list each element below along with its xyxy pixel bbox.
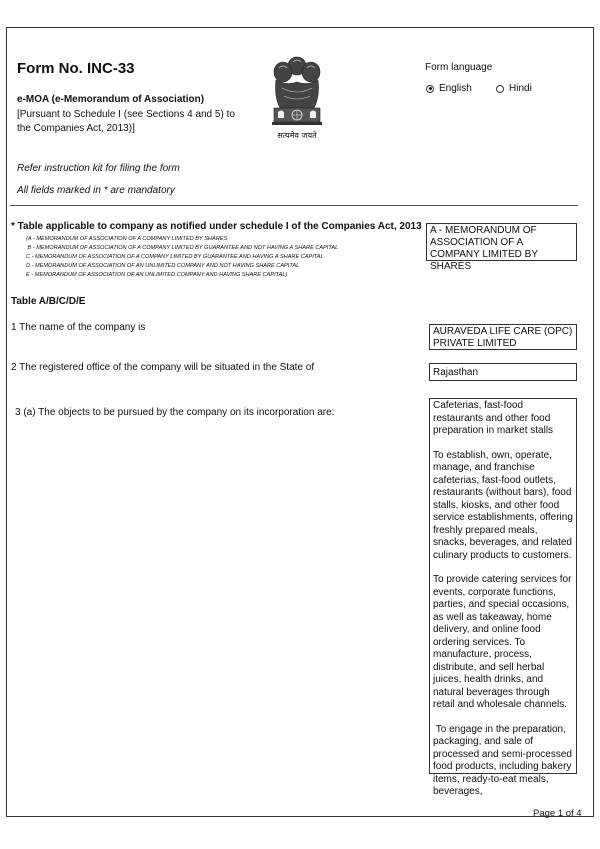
form-title: e-MOA (e-Memorandum of Association) — [17, 94, 205, 105]
page-number: Page 1 of 4 — [533, 808, 582, 819]
objects-paragraph: Cafeterias, fast-food restaurants and other food preparation in market stalls — [433, 400, 554, 436]
objects-paragraph: To provide catering services for events, corporate functions, parties, and special occasions, as well as takeaway, home delivery, and online food ordering services. To manufacture, process, distribute, and sell herbal juices, health drinks, and natural beverages through retail and wholesale channels. — [433, 574, 572, 710]
objects-label: 3 (a) The objects to be pursued by the company on its incorporation are: — [15, 407, 335, 418]
language-option-label: English — [439, 83, 472, 94]
language-option-english[interactable] — [426, 83, 472, 94]
state-field[interactable]: Rajasthan — [429, 363, 577, 381]
language-option-hindi[interactable] — [496, 83, 532, 94]
table-option: (A - MEMORANDUM OF ASSOCIATION OF A COMPANY LIMITED BY SHARES — [26, 236, 228, 242]
form-subtitle: [Pursuant to Schedule I (see Sections 4 and 5) to the Companies Act, 2013)] — [17, 109, 235, 134]
company-name-field[interactable]: AURAVEDA LIFE CARE (OPC) PRIVATE LIMITED — [429, 324, 577, 350]
instruction-note: Refer instruction kit for filing the form — [17, 163, 180, 174]
radio-selected-icon[interactable] — [426, 85, 434, 93]
radio-unselected-icon[interactable] — [496, 85, 504, 93]
table-option: C - MEMORANDUM OF ASSOCIATION OF A COMPANY LIMITED BY GUARANTEE AND HAVING A SHARE CAPITAL — [26, 254, 324, 260]
mandatory-note: All fields marked in * are mandatory — [17, 185, 175, 196]
company-name-label: 1 The name of the company is — [11, 322, 146, 333]
table-option: E - MEMORANDUM OF ASSOCIATION OF AN UNLIMITED COMPANY AND HAVING SHARE CAPITAL) — [26, 272, 288, 278]
state-label: 2 The registered office of the company will be situated in the State of — [11, 362, 315, 373]
table-applicable-label: * Table applicable to company as notified under schedule I of the Companies Act, 2013 — [11, 221, 422, 232]
objects-paragraph: To establish, own, operate, manage, and franchise cafeterias, fast-food outlets, restaurants (without bars), food stalls, kiosks, and other food service establishments, offering freshly prepared meals, snacks, beverages, and related culinary products to customers. — [433, 449, 573, 561]
section-heading: Table A/B/C/D/E — [11, 296, 86, 307]
emblem-motto: सत्यमेव जयते — [277, 131, 317, 140]
form-language-label: Form language — [425, 62, 493, 73]
table-option: B - MEMORANDUM OF ASSOCIATION OF A COMPANY LIMITED BY GUARANTEE AND NOT HAVING A SHARE CAPITAL — [26, 245, 339, 251]
objects-field[interactable] — [429, 398, 577, 797]
objects-paragraph: To engage in the preparation, packaging, and sale of processed and semi-processed food products, including bakery items, ready-to-eat meals, beverages, — [433, 723, 575, 797]
national-emblem-icon — [262, 52, 332, 152]
table-option: D - MEMORANDUM OF ASSOCIATION OF AN UNLIMITED COMPANY AND NOT HAVING SHARE CAPITAL — [26, 263, 300, 269]
form-number: Form No. INC-33 — [17, 60, 135, 77]
table-applicable-field[interactable]: A - MEMORANDUM OF ASSOCIATION OF A COMPANY LIMITED BY SHARES — [426, 223, 577, 261]
table-options-list — [26, 235, 338, 280]
divider — [10, 205, 578, 206]
language-option-label: Hindi — [509, 83, 532, 94]
